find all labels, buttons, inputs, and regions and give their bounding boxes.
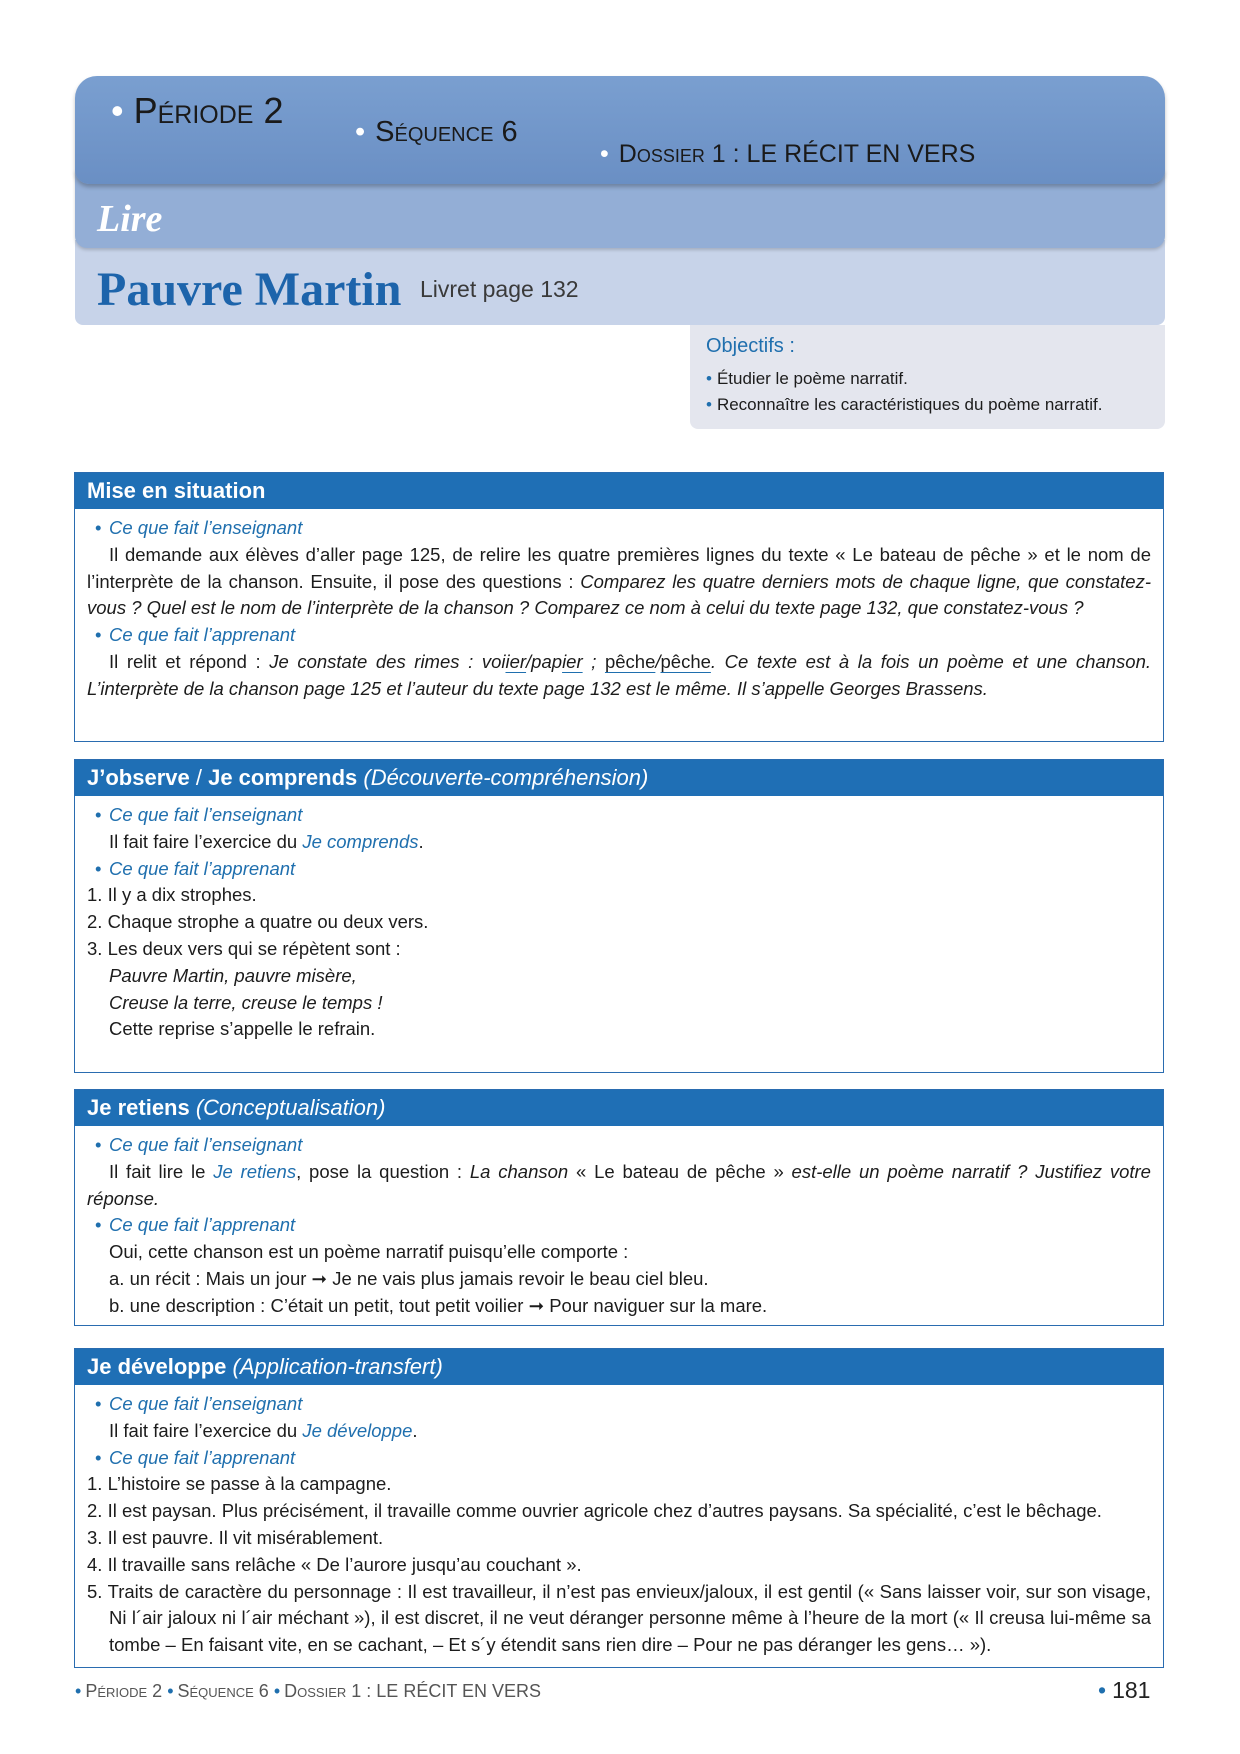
list-item: 1. Il y a dix strophes. xyxy=(87,884,257,906)
objectives-title: Objectifs : xyxy=(706,335,795,357)
section-mise-en-situation xyxy=(74,472,1164,742)
section-header: J’observe / Je comprends (Découverte-compréhension) xyxy=(75,760,1163,796)
section-body xyxy=(75,1385,1163,1663)
paragraph: Oui, cette chanson est un poème narratif puisqu’elle comporte : xyxy=(109,1241,629,1263)
objective-item: • Reconnaître les caractéristiques du poème narratif. xyxy=(706,395,1103,414)
header-sequence: • Séquence 6 xyxy=(355,116,518,148)
subheading-apprenant: • Ce que fait l’apprenant xyxy=(87,1445,1151,1472)
page-title: Pauvre Martin xyxy=(97,263,402,316)
title-band xyxy=(75,240,1165,325)
paragraph: Il demande aux élèves d’aller page 125, de relire les quatre premières lignes du texte « Le bateau de pêche » et le nom de l’interprète de la chanson. Ensuite, il pose des questions : Comparez les quatre derniers mots de chaque ligne, que constatez-vous ? Quel est le nom de l’interprète de la chanson ? Comparez ce nom à celui du texte page 132, que constatez-vous ? xyxy=(87,543,1151,619)
paragraph: Il fait faire l’exercice du Je développe. xyxy=(109,1419,418,1441)
list-item: 5. Traits de caractère du personnage : Il est travailleur, il n’est pas envieux/jaloux, il est gentil (« Sans laisser voir, sur son visage, Ni l´air jaloux ni l´air méchant »), il est discret, il ne veut déranger personne même à l’heure de la mort (« Il creusa lui-même sa tombe – En faisant vite, en se cachant, – Et s´y étendit sans rien dire – Pour ne pas déranger les gens… »). xyxy=(87,1580,1151,1656)
paragraph: Il fait lire le Je retiens, pose la question : La chanson « Le bateau de pêche » est-elle un poème narratif ? Justifiez votre réponse. xyxy=(87,1160,1151,1209)
list-item: 4. Il travaille sans relâche « De l’aurore jusqu’au couchant ». xyxy=(87,1553,582,1575)
bullet-icon: • xyxy=(273,1681,281,1701)
section-body xyxy=(75,509,1163,707)
header-banner xyxy=(75,76,1165,184)
section-header: Je développe (Application-transfert) xyxy=(75,1349,1163,1385)
list-item: b. une description : C’était un petit, tout petit voilier ➞ Pour naviguer sur la mare. xyxy=(109,1294,768,1316)
section-header: Mise en situation xyxy=(75,473,1163,509)
verse-line: Creuse la terre, creuse le temps ! xyxy=(109,991,383,1013)
subheading-apprenant: • Ce que fait l’apprenant xyxy=(87,1212,1151,1239)
subheading-enseignant: • Ce que fait l’enseignant xyxy=(87,1132,1151,1159)
subheading-enseignant: • Ce que fait l’enseignant xyxy=(87,515,1151,542)
verse-line: Pauvre Martin, pauvre misère, xyxy=(109,964,357,986)
bullet-icon: • xyxy=(706,395,712,414)
subheading-enseignant: • Ce que fait l’enseignant xyxy=(87,1391,1151,1418)
bullet-icon: • xyxy=(600,140,609,168)
footer-breadcrumb: • Période 2 • Séquence 6 • Dossier 1 : LE RÉCIT EN VERS xyxy=(75,1681,542,1701)
list-item: 3. Les deux vers qui se répètent sont : xyxy=(87,937,401,959)
section-observe-comprends xyxy=(74,759,1164,1073)
page-number: • 181 xyxy=(1098,1677,1151,1703)
list-item: 2. Chaque strophe a quatre ou deux vers. xyxy=(87,911,429,933)
bullet-icon: • xyxy=(167,1681,174,1701)
list-item: a. un récit : Mais un jour ➞ Je ne vais plus jamais revoir le beau ciel bleu. xyxy=(109,1267,709,1289)
bullet-icon: • xyxy=(111,90,124,131)
list-item: 2. Il est paysan. Plus précisément, il travaille comme ouvrier agricole chez d’autres paysans. Sa spécialité, c’est le bêchage. xyxy=(87,1500,1102,1522)
subheading-apprenant: • Ce que fait l’apprenant xyxy=(87,856,1151,883)
section-body xyxy=(75,1126,1163,1324)
paragraph: Il relit et répond : Je constate des rimes : voiier/papier ; pêche/pêche. Ce texte est à la fois un poème et une chanson. L’interprète de la chanson page 125 et l’auteur du texte page 132 est le même. Il s’appelle Georges Brassens. xyxy=(87,650,1151,699)
section-je-retiens xyxy=(74,1089,1164,1326)
subheading-enseignant: • Ce que fait l’enseignant xyxy=(87,802,1151,829)
bullet-icon: • xyxy=(1098,1677,1107,1703)
section-header: Je retiens (Conceptualisation) xyxy=(75,1090,1163,1126)
paragraph: Cette reprise s’appelle le refrain. xyxy=(109,1018,376,1040)
header-periode: • Période 2 xyxy=(111,90,284,131)
list-item: 3. Il est pauvre. Il vit misérablement. xyxy=(87,1526,384,1548)
section-je-developpe xyxy=(74,1348,1164,1668)
subheading-apprenant: • Ce que fait l’apprenant xyxy=(87,622,1151,649)
bullet-icon: • xyxy=(75,1681,82,1701)
paragraph: Il fait faire l’exercice du Je comprends. xyxy=(109,830,424,852)
objective-item: • Étudier le poème narratif. xyxy=(706,369,908,388)
bullet-icon: • xyxy=(706,369,712,388)
header-dossier: • Dossier 1 : LE RÉCIT EN VERS xyxy=(600,140,976,168)
page-subtitle: Livret page 132 xyxy=(420,276,579,302)
section-body xyxy=(75,796,1163,1047)
list-item: 1. L’histoire se passe à la campagne. xyxy=(87,1473,392,1495)
category-label: Lire xyxy=(97,198,163,240)
objectives-box xyxy=(690,325,1165,429)
bullet-icon: • xyxy=(355,116,366,148)
